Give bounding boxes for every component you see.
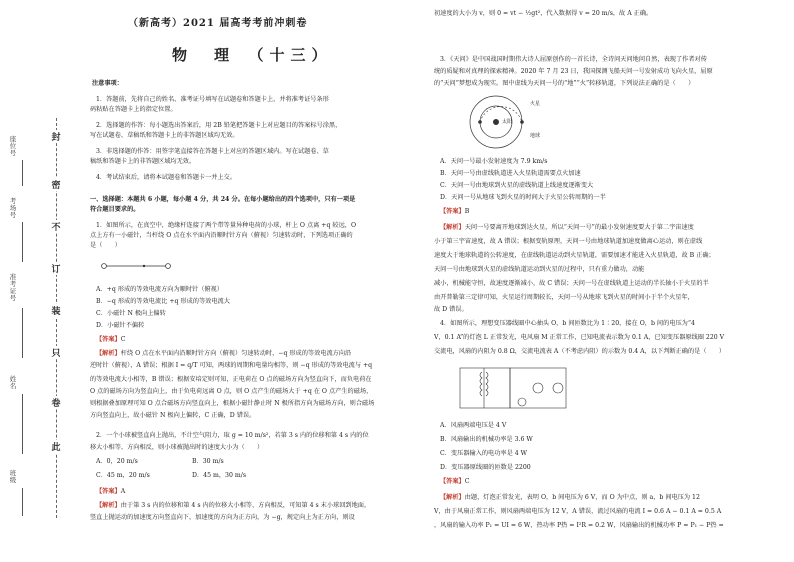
name-label: 姓名 [9,375,17,390]
analysis-line: 则根据叠加原理可知 O 点合磁场方向竖直向上，根据小磁针静止时 N 极所指方向为磁场方向，则合磁场 [90,400,375,407]
q1-option-b[interactable]: B．−q 形成的等效电流比 +q 形成的等效电流大 [96,298,230,305]
class-line[interactable] [22,488,23,516]
analysis-line: 逆时针（俯视），A 错误；根据 I = q/T 可知，两球的周期和电量均相等，则 −q 形成的等效电流与 +q [90,362,373,369]
q4-stem: 4．如图所示，理想变压器线圈中心抽头 O，b 间匝数比为 1∶20，接在 O，b 间的电压为“4 [440,320,695,327]
q4-analysis [440,494,700,502]
answer-value: B [464,208,470,215]
exam-room-line[interactable] [22,222,23,262]
q1-rod-diagram [98,256,188,276]
analysis-line: 小于第三宇宙速度，故 A 错误；根据变轨原理，天问一号由地球轨道加速度做离心运动，则在虚线 [434,238,703,245]
analysis-line: ，风扇的输入功率 P₁ = UI = 6 W，热功率 P热 = I²R = 0.2 W，风扇输出的机械功率 P = P₁ − P热 = [434,522,724,529]
q1-option-a[interactable]: A．+q 形成的等效电流方向为顺时针（俯视） [96,286,223,293]
q2-analysis-cont: 初速度的大小为 v，则 0 = vt − ½gt²，代入数据得 v = 20 m/s，故 A 正确。 [434,10,653,17]
answer-label: 【答案】 [440,478,465,485]
analysis-line: 减小，机械能守恒，故速度逐渐减小，故 C 错误；天问一号在虚线轨道上运动的半长轴小于火星的半 [434,280,709,287]
q3-analysis [440,224,694,232]
notice-line: 4．考试结束后，请将本试题卷和答题卡一并上交。 [96,174,237,181]
binding-margin [0,0,78,562]
class-label: 班级 [9,469,17,484]
answer-label: 【答案】 [440,208,465,215]
answer-value: C [464,478,470,485]
analysis-line: V，由于风扇正常工作，则风扇两端电压为 12 V，A 错误，流过风扇的电流 I = 0.6 A − 0.1 A = 0.5 A [434,508,722,515]
q3-answer [440,208,469,216]
name-line[interactable] [22,394,23,454]
notice-line: 3．非选择题的作答：用签字笔直接答在答题卡上对应的答题区域内。写在试题卷、草 [96,148,329,155]
q4-stem: V，0.1 A”的灯泡 L 正常发光，电风扇 M 正常工作，已知电流表示数为 0.1 A，已知变压器原线圈 220 V [434,334,725,341]
analysis-line: 方向竖直向上，故小磁针 N 极向上偏转，C 正确，D 错误。 [90,412,256,419]
notice-heading: 注意事项： [92,80,123,87]
seal-char: 封 [46,130,66,143]
exam-room-label: 考场号 [9,197,17,219]
analysis-line: 杆绕 O 点在水平面内沿顺时针方向（俯视）匀速转动时，−q 形成的等效电流方向沿 [120,350,352,357]
notice-line: 2．选择题的作答：每小题选出答案后，用 2B 铅笔把答题卡上对应题目的答案标号涂黑， [96,122,342,129]
section-heading-cont: 符合题目要求的。 [90,206,140,213]
earth-label: 地球 [530,133,541,139]
analysis-line: 天问一号要离开地球到达火星，所以“天问一号”的最小发射速度要大于第二宇宙速度 [464,224,694,231]
seal-char: 装 [46,304,66,317]
q2-answer [96,488,125,496]
ticket-number-line[interactable] [22,308,23,358]
sun-label: 太阳 [502,119,513,125]
q1-stem: 1．如图所示，在真空中，绝缘杆连接了两个带等量异种电荷的小球，杆上 O 点离 +q 较远，O [96,222,357,229]
seal-char: 不 [46,220,66,233]
q4-option-d[interactable]: D．变压器原线圈的匝数是 2200 [440,464,531,471]
q1-analysis [96,350,351,358]
seat-number-line[interactable] [22,160,23,186]
analysis-line: 由题，灯泡正常发光，表明 O，b 间电压为 6 V，而 O 为中点，则 a，b 间电压为 12 [464,494,700,501]
notice-line: 写在试题卷、草稿纸和答题卡上的非答题区域均无效。 [90,132,239,139]
seal-char: 订 [46,262,66,275]
q3-stem: 的“天问”梦想成为现实。图中虚线为天问一号的“地”“火”转移轨道，下列说法正确的是（ ） [434,80,695,87]
q1-option-d[interactable]: D．小磁针不偏转 [96,322,145,329]
analysis-line: 由于第 3 s 内的位移和第 4 s 内的位移大小相等、方向相反，可知第 4 s 末小球回到地面， [120,502,371,509]
q1-stem: 是（ ） [90,242,121,249]
q4-option-c[interactable]: C．变压器输入的电功率是 4 W [440,450,528,457]
seal-char: 密 [46,178,66,191]
q3-option-b[interactable]: B．天问一号由虚线轨道进入火星轨道需要点火加速 [440,170,581,177]
seat-number-label: 座位号 [9,135,17,157]
notice-line: 码粘贴在答题卡上的指定位置。 [90,106,177,113]
answer-value: C [120,336,126,343]
q1-answer [96,336,125,344]
q2-option-a[interactable]: A．0，20 m/s [96,458,138,465]
mars-label: 火星 [530,101,541,107]
analysis-line: 天问一号由地球到火星的虚线轨道运动到火星的过程中，只有重力做功，动能 [434,266,645,273]
analysis-line: 故 D 错误。 [434,306,468,313]
q1-option-c[interactable]: C．小磁针 N 极向上偏转 [96,310,166,317]
q3-option-a[interactable]: A．天问一号最小发射速度为 7.9 km/s [440,158,548,165]
answer-value: A [120,488,126,495]
q3-option-d[interactable]: D．天问一号从地球飞到火星的时间大于火星公转周期的一半 [440,194,606,201]
q4-option-b[interactable]: B．风扇输出的机械功率是 3.6 W [440,436,533,443]
subject-title: 物 理 （十三） [172,46,333,64]
q2-option-d[interactable]: D．45 m，30 m/s [192,472,247,479]
analysis-label: 【解析】 [440,224,465,231]
exam-title: （新高考）2021 届高考考前冲刺卷 [128,18,308,29]
q4-transformer-diagram [456,362,576,414]
notice-line: 1．答题前，先将自己的姓名、准考证号填写在试题卷和答题卡上，并将准考证号条形 [96,96,329,103]
notice-line: 稿纸和答题卡上的非答题区域均无效。 [90,158,196,165]
analysis-label: 【解析】 [96,350,121,357]
seal-char: 此 [46,440,66,453]
answer-label: 【答案】 [96,336,121,343]
ticket-number-label: 准考证号 [9,273,17,302]
q3-stem: 3．《天问》是中国战国时期伟大诗人屈原创作的一首长诗，全诗问天问地问自然，表现了作者对传 [440,56,707,63]
q4-answer [440,478,469,486]
section-heading: 一、选择题：本题共 6 小题，每小题 4 分，共 24 分。在每小题给出的四个选项中，只有一项是 [90,196,356,203]
analysis-label: 【解析】 [440,494,465,501]
q2-analysis [96,502,370,510]
analysis-line: 由开普勒第三定律可知，火星运行周期较长，天问一号从地球飞到火星的时间小于半个火星年， [434,294,694,301]
seal-char: 只 [46,346,66,359]
analysis-line: 竖直上抛运动的加速度方向竖直向下，加速度的方向为正方向，为 −g，规定向上为正方向，则设 [90,514,355,521]
analysis-label: 【解析】 [96,502,121,509]
answer-label: 【答案】 [96,488,121,495]
q4-stem: 交流电，风扇的内阻为 0.8 Ω，交流电流表 A（不考虑内阻）的示数为 0.4 A，以下判断正确的是（ ） [434,348,726,355]
q3-stem: 统的质疑和对真理的探索精神。2020 年 7 月 23 日，我国探测飞船天问一号发射成功飞向火星，屈原 [434,68,713,75]
q2-stem: 移大小相等、方向相反，则小球被抛出时的速度大小为（ ） [90,444,264,451]
q2-option-c[interactable]: C．45 m，20 m/s [96,472,150,479]
q2-stem: 2．一个小球被竖直向上抛出，不计空气阻力，取 g = 10 m/s²，若第 3 s 内的位移和第 4 s 内的位 [96,432,369,439]
seal-char: 卷 [46,396,66,409]
q1-stem: 点上方有一小磁针，当杆绕 O 点在水平面内沿顺时针方向（俯视）匀速转动时，下列选项正确的 [90,232,353,239]
q4-option-a[interactable]: A．风扇两端电压是 4 V [440,422,507,429]
q3-option-c[interactable]: C．天问一号由地球到火星的虚线轨道上线速度逐渐变大 [440,182,594,189]
q3-orbit-diagram [456,92,576,152]
q2-option-b[interactable]: B．30 m/s [192,458,224,465]
analysis-line: O 点的磁场方向为竖直向上，由于负电荷远离 O 点，则 O 点产生的磁场大于 +q 在 O 点产生的磁场， [90,388,373,395]
analysis-line: 的等效电流大小相等，B 错误；根据安培定则可知，正电荷在 O 点的磁场方向为竖直向下，而负电荷在 [90,376,372,383]
analysis-line: 速度大于地球轨道的公转速度，在虚线轨道运动到火星轨道，需要加速才能进入火星轨道，故 B 正确； [434,252,715,259]
